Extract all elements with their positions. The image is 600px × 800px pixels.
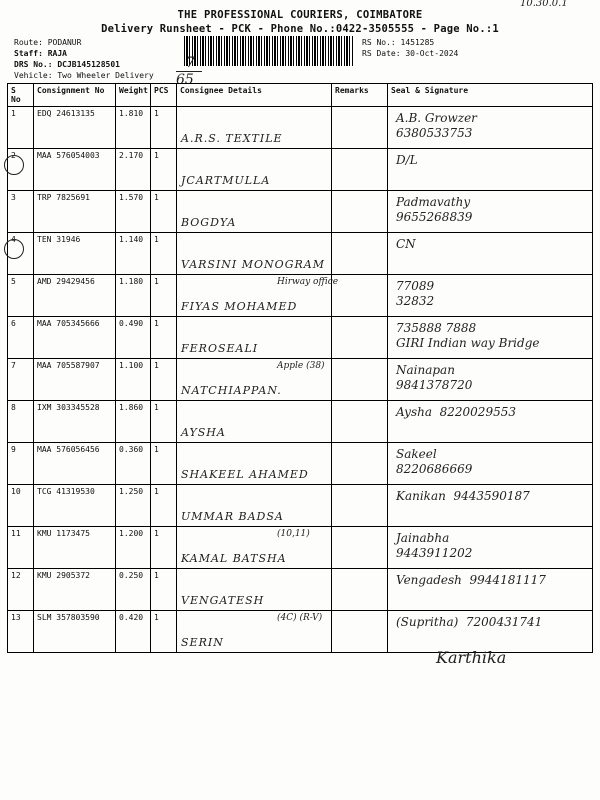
cell-consignee <box>177 485 332 527</box>
cell-consignment: AMD 29429456 <box>34 275 116 317</box>
cell-sno: 3 <box>8 191 34 233</box>
cell-remarks <box>332 191 388 233</box>
signature-text: A.B. Growzer 6380533753 <box>396 111 477 140</box>
cell-pcs: 1 <box>151 485 177 527</box>
cell-signature <box>388 107 593 149</box>
table-row <box>8 485 593 527</box>
cell-weight: 0.420 <box>116 611 151 653</box>
cell-weight: 0.490 <box>116 317 151 359</box>
cell-signature <box>388 317 593 359</box>
cell-remarks <box>332 359 388 401</box>
col-remarks: Remarks <box>332 84 388 107</box>
consignee-name: UMMAR BADSA <box>181 510 284 523</box>
cell-consignment: MAA 576056456 <box>34 443 116 485</box>
cell-consignment: MAA 705345666 <box>34 317 116 359</box>
cell-signature <box>388 233 593 275</box>
hw-denominator: 65 <box>176 72 194 88</box>
cell-remarks <box>332 149 388 191</box>
cell-consignee <box>177 569 332 611</box>
table-row <box>8 611 593 653</box>
cell-weight: 1.250 <box>116 485 151 527</box>
cell-remarks <box>332 233 388 275</box>
consignee-name: NATCHIAPPAN. <box>181 384 282 397</box>
cell-pcs: 1 <box>151 359 177 401</box>
cell-weight: 1.200 <box>116 527 151 569</box>
cell-remarks <box>332 401 388 443</box>
cell-signature <box>388 401 593 443</box>
cell-remarks <box>332 485 388 527</box>
cell-remarks <box>332 107 388 149</box>
cell-sno: 8 <box>8 401 34 443</box>
cell-pcs: 1 <box>151 611 177 653</box>
cell-pcs: 1 <box>151 527 177 569</box>
table-row <box>8 359 593 401</box>
cell-weight: 1.810 <box>116 107 151 149</box>
table-row <box>8 191 593 233</box>
col-pcs: PCS <box>151 84 177 107</box>
consignee-name: VARSINI MONOGRAM <box>181 258 325 271</box>
circle-mark <box>4 239 24 259</box>
cell-consignee <box>177 527 332 569</box>
consignee-name: AYSHA <box>181 426 226 439</box>
cell-consignment: EDQ 24613135 <box>34 107 116 149</box>
table-row <box>8 317 593 359</box>
signature-text: 735888 7888 GIRI Indian way Bridge <box>396 321 540 350</box>
cell-signature <box>388 359 593 401</box>
signature-text: Nainapan 9841378720 <box>396 363 473 392</box>
cell-consignment: KMU 1173475 <box>34 527 116 569</box>
consignee-note: Hirway office <box>277 277 339 287</box>
vehicle-text: Vehicle: Two Wheeler Delivery <box>14 71 154 80</box>
cell-remarks <box>332 317 388 359</box>
col-sno: S No <box>8 84 34 107</box>
consignee-name: VENGATESH <box>181 594 265 607</box>
table-row <box>8 443 593 485</box>
cell-sno: 4 <box>8 233 34 275</box>
cell-weight: 1.140 <box>116 233 151 275</box>
cell-sno: 10 <box>8 485 34 527</box>
table-row <box>8 107 593 149</box>
table-header-row <box>8 84 593 107</box>
cell-signature <box>388 611 593 653</box>
cell-consignee <box>177 401 332 443</box>
signature-text: Sakeel 8220686669 <box>396 447 473 476</box>
table-row <box>8 569 593 611</box>
signature-text: Vengadesh 9944181117 <box>396 573 546 587</box>
cell-sno: 12 <box>8 569 34 611</box>
consignee-name: A.R.S. TEXTILE <box>181 132 283 145</box>
consignee-name: FIYAS MOHAMED <box>181 300 298 313</box>
route-block <box>14 37 154 81</box>
page-subtitle: Delivery Runsheet - PCK - Phone No.:0422-3505555 - Page No.:1 <box>101 23 499 35</box>
cell-consignment: SLM 357803590 <box>34 611 116 653</box>
cell-remarks <box>332 611 388 653</box>
consignee-name: SERIN <box>181 636 224 649</box>
cell-pcs: 1 <box>151 191 177 233</box>
cell-pcs: 1 <box>151 107 177 149</box>
cell-pcs: 1 <box>151 233 177 275</box>
circle-mark <box>4 155 24 175</box>
runsheet-table <box>7 83 593 653</box>
cell-consignment: MAA 705587907 <box>34 359 116 401</box>
consignee-note: (4C) (R-V) <box>277 613 323 623</box>
cell-signature <box>388 569 593 611</box>
table-row <box>8 527 593 569</box>
hw-numerator: 7 <box>186 55 195 71</box>
cell-consignee <box>177 317 332 359</box>
cell-sno: 5 <box>8 275 34 317</box>
cell-consignee <box>177 149 332 191</box>
cell-consignment: TEN 31946 <box>34 233 116 275</box>
cell-remarks <box>332 443 388 485</box>
staff-text: Staff: RAJA <box>14 49 67 58</box>
page-title: THE PROFESSIONAL COURIERS, COIMBATORE <box>177 9 423 21</box>
cell-signature <box>388 275 593 317</box>
consignee-name: BOGDYA <box>181 216 237 229</box>
consignee-name: FEROSEALI <box>181 342 259 355</box>
consignee-name: SHAKEEL AHAMED <box>181 468 309 481</box>
cell-pcs: 1 <box>151 275 177 317</box>
table-row <box>8 233 593 275</box>
table-row <box>8 149 593 191</box>
cell-signature <box>388 191 593 233</box>
col-signature: Seal & Signature <box>388 84 593 107</box>
cell-weight: 1.100 <box>116 359 151 401</box>
signature-text: Padmavathy 9655268839 <box>396 195 473 224</box>
cell-sno: 2 <box>8 149 34 191</box>
cell-weight: 1.570 <box>116 191 151 233</box>
signature-text: (Supritha) 7200431741 <box>396 615 543 629</box>
consignee-name: KAMAL BATSHA <box>181 552 287 565</box>
cell-consignment: TCG 41319530 <box>34 485 116 527</box>
cell-weight: 1.860 <box>116 401 151 443</box>
signature-text: CN <box>396 237 416 251</box>
corner-note: 10.30.0.1 <box>520 0 568 9</box>
cell-sno: 13 <box>8 611 34 653</box>
table-row <box>8 275 593 317</box>
cell-sno: 9 <box>8 443 34 485</box>
barcode <box>184 36 354 66</box>
cell-signature <box>388 527 593 569</box>
signature-text: D/L <box>396 153 418 167</box>
cell-pcs: 1 <box>151 401 177 443</box>
cell-consignment: TRP 7825691 <box>34 191 116 233</box>
rs-no-text: RS No.: 1451285 <box>362 38 435 47</box>
cell-pcs: 1 <box>151 149 177 191</box>
cell-consignment: MAA 576054003 <box>34 149 116 191</box>
cell-signature <box>388 485 593 527</box>
col-consignee: Consignee Details <box>177 84 332 107</box>
signature-text: Kanikan 9443590187 <box>396 489 530 503</box>
cell-consignee <box>177 233 332 275</box>
cell-remarks <box>332 527 388 569</box>
signature-text: Jainabha 9443911202 <box>396 531 473 560</box>
cell-remarks <box>332 275 388 317</box>
route-text: Route: PODANUR <box>14 38 82 47</box>
cell-weight: 2.170 <box>116 149 151 191</box>
cell-consignee <box>177 107 332 149</box>
cell-consignee <box>177 275 339 317</box>
cell-weight: 1.180 <box>116 275 151 317</box>
cell-sno: 1 <box>8 107 34 149</box>
col-consignment: Consignment No <box>34 84 116 107</box>
rs-block <box>362 37 458 59</box>
cell-pcs: 1 <box>151 443 177 485</box>
cell-consignee <box>177 359 332 401</box>
cell-weight: 0.250 <box>116 569 151 611</box>
cell-consignee <box>177 191 332 233</box>
cell-consignment: IXM 303345528 <box>34 401 116 443</box>
cell-consignee <box>177 611 332 653</box>
consignee-note: (10,11) <box>277 529 310 539</box>
col-weight: Weight <box>116 84 151 107</box>
cell-signature <box>388 149 593 191</box>
cell-sno: 11 <box>8 527 34 569</box>
footer-signature: Karthika <box>436 648 507 667</box>
cell-sno: 6 <box>8 317 34 359</box>
table-row <box>8 401 593 443</box>
cell-sno: 7 <box>8 359 34 401</box>
signature-text: Aysha 8220029553 <box>396 405 516 419</box>
cell-consignment: KMU 2905372 <box>34 569 116 611</box>
drs-text: DRS No.: DCJB145128501 <box>14 60 120 69</box>
cell-weight: 0.360 <box>116 443 151 485</box>
rs-date-text: RS Date: 30-Oct-2024 <box>362 49 459 58</box>
signature-text: 77089 32832 <box>396 279 435 308</box>
cell-pcs: 1 <box>151 569 177 611</box>
cell-signature <box>388 443 593 485</box>
consignee-name: JCARTMULLA <box>181 174 271 187</box>
consignee-note: Apple (38) <box>277 361 325 371</box>
cell-remarks <box>332 569 388 611</box>
cell-consignee <box>177 443 332 485</box>
cell-pcs: 1 <box>151 317 177 359</box>
